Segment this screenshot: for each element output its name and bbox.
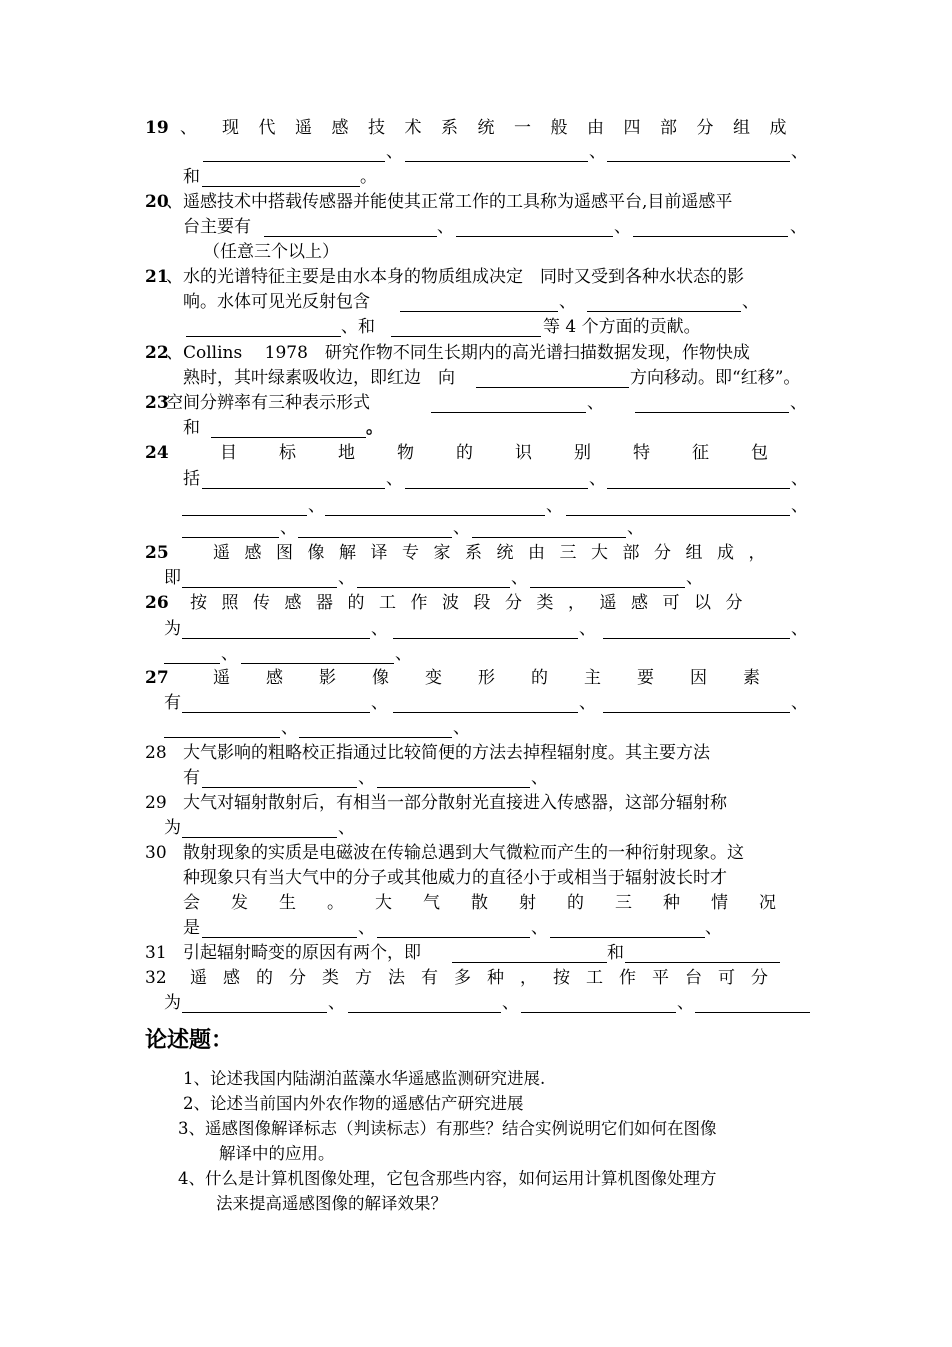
justified-text <box>213 541 810 565</box>
answer-blank[interactable] <box>550 937 705 938</box>
answer-blank[interactable] <box>431 412 586 413</box>
question-text: 即 <box>164 568 181 588</box>
justified-text <box>220 441 810 465</box>
question-text: 空间分辨率有三种表示形式 <box>166 393 370 413</box>
separator: 、 <box>589 469 606 489</box>
question-text: 有 <box>164 693 181 713</box>
separator: 、 <box>371 619 388 639</box>
answer-blank[interactable] <box>530 587 685 588</box>
separator: 、 <box>791 469 808 489</box>
answer-blank[interactable] <box>566 515 790 516</box>
separator: 、 <box>790 393 807 413</box>
question-text: 现代遥感技术系统一般由四部分组成 <box>222 118 806 138</box>
answer-blank[interactable] <box>264 236 437 237</box>
answer-blank[interactable] <box>377 937 530 938</box>
separator: 、 <box>791 496 808 516</box>
question-number: 32 <box>145 968 167 988</box>
question-text: 种现象只有当大气中的分子或其他威力的直径小于或相当于辐射波长时才 <box>183 868 727 888</box>
note-text: （任意三个以上） <box>203 242 339 262</box>
separator: 、 <box>705 918 722 938</box>
justified-text <box>190 966 810 990</box>
section-title: 论述题： <box>145 1027 234 1053</box>
question-text: 遥感影像变形的主要因素 <box>213 668 796 688</box>
question-number: 28 <box>145 743 167 763</box>
separator: 、 <box>589 142 606 162</box>
separator: 、 <box>686 568 703 588</box>
separator: 、 <box>531 918 548 938</box>
question-text: 大气影响的粗略校正指通过比较简便的方法去掉程辐射度。其主要方法 <box>183 743 710 763</box>
separator: 、 <box>531 768 548 788</box>
separator: 、 <box>579 693 596 713</box>
conjunction: 和 <box>183 167 200 187</box>
separator: 、 <box>180 118 197 138</box>
separator: 、 <box>502 993 519 1013</box>
answer-blank[interactable] <box>348 1012 501 1013</box>
answer-blank[interactable] <box>211 437 366 438</box>
answer-blank[interactable] <box>202 488 385 489</box>
separator: 、 <box>328 993 345 1013</box>
question-text: 熟时，其叶绿素吸收边，即红边 向 <box>183 368 455 388</box>
answer-blank[interactable] <box>587 311 741 312</box>
answer-blank[interactable] <box>357 587 510 588</box>
question-text: 响。水体可见光反射包含 <box>183 292 370 312</box>
answer-blank[interactable] <box>472 537 626 538</box>
separator: 、 <box>587 393 604 413</box>
answer-blank[interactable] <box>456 236 613 237</box>
question-text: 大气对辐射散射后，有相当一部分散射光直接进入传感器，这部分辐射称 <box>183 793 727 813</box>
question-text: 括 <box>183 469 200 489</box>
answer-blank[interactable] <box>186 336 341 337</box>
justified-text <box>183 891 810 915</box>
separator: 、 <box>386 142 403 162</box>
separator: 、 <box>579 619 596 639</box>
answer-blank[interactable] <box>182 638 370 639</box>
answer-blank[interactable] <box>452 962 607 963</box>
answer-blank[interactable] <box>202 186 360 187</box>
answer-blank[interactable] <box>299 737 452 738</box>
separator: 、 <box>511 568 528 588</box>
answer-blank[interactable] <box>393 638 578 639</box>
answer-blank[interactable] <box>521 1012 676 1013</box>
answer-blank[interactable] <box>164 663 220 664</box>
separator: 、 <box>395 644 412 664</box>
separator: 、 <box>358 768 375 788</box>
question-text: 、Collins 1978 研究作物不同生长期内的高光谱扫描数据发现，作物快成 <box>166 343 750 363</box>
question-number: 26 <box>145 593 169 613</box>
question-number: 25 <box>145 543 169 563</box>
separator: 、 <box>742 292 759 312</box>
question-text: 遥感图像解译专家系统由三大部分组成， <box>213 543 780 563</box>
essay-text: 解译中的应用。 <box>219 1144 335 1163</box>
answer-blank[interactable] <box>182 587 337 588</box>
answer-blank[interactable] <box>391 336 541 337</box>
separator: 、 <box>308 496 325 516</box>
answer-blank[interactable] <box>633 236 788 237</box>
answer-blank[interactable] <box>203 161 385 162</box>
question-text: 为 <box>164 993 181 1013</box>
separator: 、 <box>614 217 631 237</box>
question-number: 29 <box>145 793 167 813</box>
justified-text <box>190 591 810 615</box>
question-text: 为 <box>164 619 181 639</box>
question-text: 、遥感技术中搭载传感器并能使其正常工作的工具称为遥感平台,目前遥感平 <box>166 192 733 212</box>
question-text: 会发生。大气散射的三种情况 <box>183 893 807 913</box>
separator: 、 <box>791 693 808 713</box>
separator: 、 <box>221 644 238 664</box>
answer-blank[interactable] <box>182 712 370 713</box>
answer-blank[interactable] <box>607 161 790 162</box>
essay-text: 2、论述当前国内外农作物的遥感估产研究进展 <box>183 1094 524 1113</box>
answer-blank[interactable] <box>635 412 789 413</box>
separator: 、 <box>371 693 388 713</box>
separator: 、 <box>677 993 694 1013</box>
answer-blank[interactable] <box>377 787 530 788</box>
separator: 、 <box>358 918 375 938</box>
separator: 、 <box>280 518 297 538</box>
question-number: 19 <box>145 118 169 138</box>
question-text: 按照传感器的工作波段分类，遥感可以分 <box>190 593 757 613</box>
question-number: 31 <box>145 943 167 963</box>
justified-text <box>213 666 810 690</box>
answer-blank[interactable] <box>603 712 790 713</box>
question-number: 21 <box>145 267 169 287</box>
question-number: 23 <box>145 393 169 413</box>
answer-blank[interactable] <box>164 737 280 738</box>
question-text: 台主要有 <box>183 217 251 237</box>
answer-blank[interactable] <box>400 311 558 312</box>
answer-blank[interactable] <box>603 638 790 639</box>
answer-blank[interactable] <box>241 663 394 664</box>
separator: 、 <box>338 818 355 838</box>
question-text: 是 <box>183 918 200 938</box>
question-text: 、水的光谱特征主要是由水本身的物质组成决定 同时又受到各种水状态的影 <box>166 267 744 287</box>
question-number: 24 <box>145 443 169 463</box>
answer-blank[interactable] <box>182 537 279 538</box>
essay-text: 1、论述我国内陆湖泊蓝藻水华遥感监测研究进展. <box>183 1069 546 1088</box>
separator: 、 <box>338 568 355 588</box>
answer-blank[interactable] <box>182 837 337 838</box>
period: 。 <box>366 418 383 438</box>
question-text: 等 4 个方面的贡献。 <box>543 317 701 337</box>
answer-blank[interactable] <box>182 1012 327 1013</box>
essay-text: 法来提高遥感图像的解译效果？ <box>216 1194 447 1213</box>
essay-text: 3、遥感图像解译标志（判读标志）有那些？结合实例说明它们如何在图像 <box>178 1119 717 1138</box>
answer-blank[interactable] <box>393 712 578 713</box>
separator: 、 <box>453 718 470 738</box>
separator: 、 <box>453 518 470 538</box>
separator: 、 <box>546 496 563 516</box>
question-number: 30 <box>145 843 167 863</box>
question-number: 27 <box>145 668 169 688</box>
question-number: 20 <box>145 192 169 212</box>
essay-text: 4、什么是计算机图像处理，它包含那些内容，如何运用计算机图像处理方 <box>178 1169 717 1188</box>
conjunction: 和 <box>183 418 200 438</box>
separator: 、 <box>559 292 576 312</box>
question-text: 有 <box>183 768 200 788</box>
separator: 、 <box>627 518 644 538</box>
answer-blank[interactable] <box>476 387 629 388</box>
answer-blank[interactable] <box>625 962 780 963</box>
separator: 、 <box>791 142 808 162</box>
separator: 、 <box>791 619 808 639</box>
answer-blank[interactable] <box>695 1012 810 1013</box>
separator: 、 <box>437 217 454 237</box>
question-text: 为 <box>164 818 181 838</box>
question-text: 方向移动。即“红移”。 <box>630 368 801 388</box>
separator: 、 <box>386 469 403 489</box>
answer-blank[interactable] <box>607 488 790 489</box>
period: 。 <box>360 167 377 187</box>
separator: 、 <box>281 718 298 738</box>
question-text: 遥感的分类方法有多种，按工作平台可分 <box>190 968 784 988</box>
question-text: 引起辐射畸变的原因有两个，即 <box>183 943 421 963</box>
answer-blank[interactable] <box>298 537 452 538</box>
question-number: 22 <box>145 343 169 363</box>
answer-blank[interactable] <box>405 161 588 162</box>
question-text: 散射现象的实质是电磁波在传输总遇到大气微粒而产生的一种衍射现象。这 <box>183 843 744 863</box>
answer-blank[interactable] <box>405 488 588 489</box>
answer-blank[interactable] <box>202 937 357 938</box>
justified-text <box>222 116 810 140</box>
question-text: 目标地物的识别特征包 <box>220 443 810 463</box>
separator: 、 <box>790 217 807 237</box>
conjunction: 、和 <box>341 317 375 337</box>
answer-blank[interactable] <box>325 515 545 516</box>
answer-blank[interactable] <box>202 787 357 788</box>
conjunction: 和 <box>607 943 624 963</box>
